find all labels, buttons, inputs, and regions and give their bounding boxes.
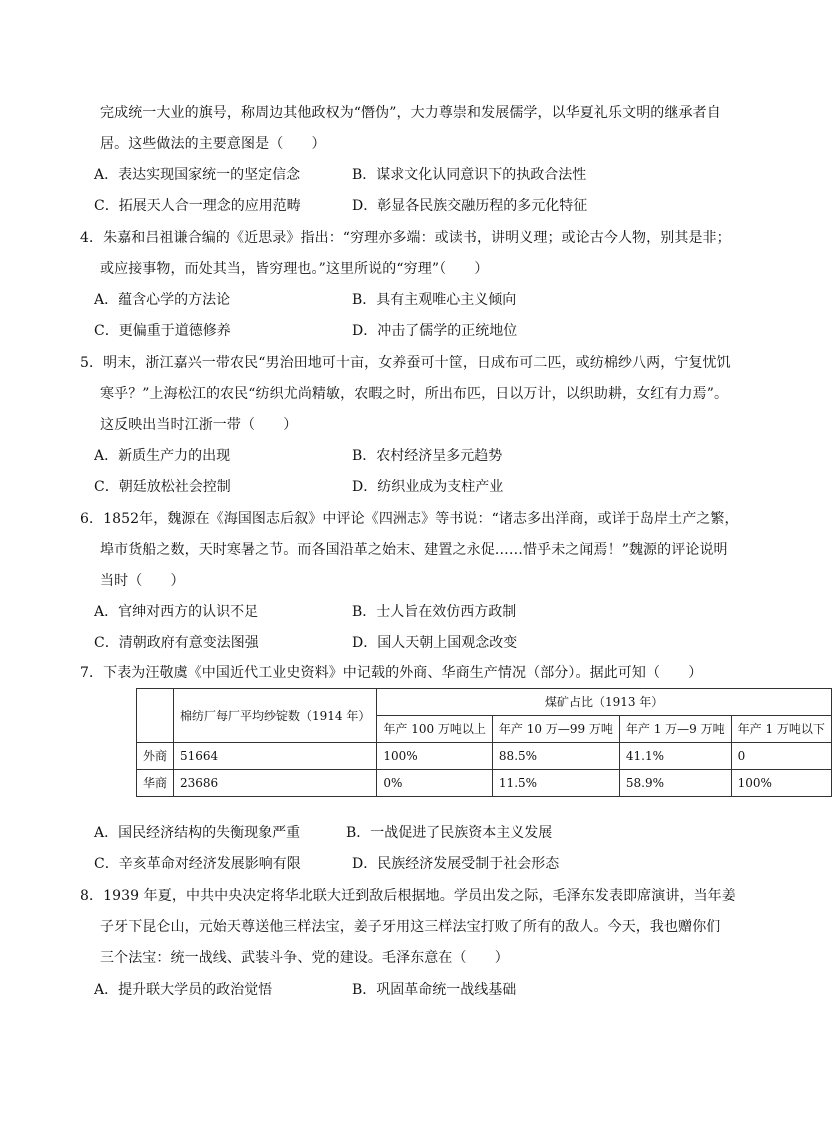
q8-stem-line2: 子牙下昆仑山，元始天尊送他三样法宝，姜子牙用这三样法宝打败了所有的敌人。今天，我也赠你们 — [100, 919, 721, 935]
q5-option-b[interactable]: B．农村经济呈多元趋势 — [352, 448, 503, 464]
q7-option-b[interactable]: B．一战促进了民族资本主义发展 — [346, 825, 553, 841]
q5-stem-line1: 5．明末，浙江嘉兴一带农民“男治田地可十亩，女养蚕可十筐，日成布可二匹，或纺棉纱八两，宁复忧饥 — [80, 355, 731, 371]
table-header-spindles: 棉纺厂每厂平均纱锭数（1914 年） — [174, 689, 377, 743]
q6-option-b[interactable]: B．士人旨在效仿西方政制 — [352, 604, 517, 620]
table-subheader-2: 年产 10 万—99 万吨 — [492, 716, 619, 743]
table-header-coal-share: 煤矿占比（1913 年） — [377, 689, 832, 716]
table-row — [137, 770, 832, 797]
table-subheader-1: 年产 100 万吨以上 — [377, 716, 493, 743]
q3-option-d[interactable]: D．彰显各民族交融历程的多元化特征 — [352, 198, 588, 214]
q3-option-a[interactable]: A．表达实现国家统一的坚定信念 — [94, 167, 301, 183]
q3-stem-line1: 完成统一大业的旗号，称周边其他政权为“僭伪”，大力尊崇和发展儒学，以华夏礼乐文明的继承者自 — [100, 105, 721, 121]
q4-stem-line2: 或应接事物，而处其当，皆穷理也。”这里所说的“穷理”（ ） — [100, 261, 489, 277]
q4-option-d[interactable]: D．冲击了儒学的正统地位 — [352, 323, 518, 339]
q4-option-b[interactable]: B．具有主观唯心主义倾向 — [352, 292, 517, 308]
row-share-2: 11.5% — [492, 770, 619, 797]
row-share-4: 100% — [731, 770, 831, 797]
q5-option-a[interactable]: A．新质生产力的出现 — [94, 448, 231, 464]
q5-option-d[interactable]: D．纺织业成为支柱产业 — [352, 479, 504, 495]
q6-option-c[interactable]: C．清朝政府有意变法图强 — [94, 635, 259, 651]
q7-option-d[interactable]: D．民族经济发展受制于社会形态 — [352, 856, 560, 872]
q5-stem-line3: 这反映出当时江浙一带（ ） — [100, 417, 298, 433]
q8-stem-line1: 8．1939 年夏，中共中央决定将华北联大迁到敌后根据地。学员出发之际，毛泽东发表即席演讲，当年姜 — [80, 888, 736, 904]
q6-option-a[interactable]: A．官绅对西方的认识不足 — [94, 604, 259, 620]
row-label: 华商 — [137, 770, 174, 797]
q4-option-c[interactable]: C．更偏重于道德修养 — [94, 323, 231, 339]
q7-data-table — [136, 688, 832, 797]
q3-stem-line2: 居。这些做法的主要意图是（ ） — [100, 136, 326, 152]
row-share-1: 100% — [377, 743, 493, 770]
row-share-3: 41.1% — [619, 743, 731, 770]
q7-stem-line1: 7．下表为汪敬虞《中国近代工业史资料》中记载的外商、华商生产情况（部分）。据此可知（ ） — [80, 665, 703, 681]
q7-option-a[interactable]: A．国民经济结构的失衡现象严重 — [94, 825, 301, 841]
row-spindles: 51664 — [174, 743, 377, 770]
q8-option-b[interactable]: B．巩固革命统一战线基础 — [352, 982, 517, 998]
q8-option-a[interactable]: A．提升联大学员的政治觉悟 — [94, 982, 273, 998]
q7-option-c[interactable]: C．辛亥革命对经济发展影响有限 — [94, 856, 301, 872]
q3-option-c[interactable]: C．拓展天人合一理念的应用范畴 — [94, 198, 301, 214]
row-label: 外商 — [137, 743, 174, 770]
row-share-1: 0% — [377, 770, 493, 797]
q6-stem-line2: 埠市货船之数，天时寒暑之节。而各国沿革之始末、建置之永促……惜乎未之闻焉！”魏源的评论说明 — [100, 542, 728, 558]
row-share-3: 58.9% — [619, 770, 731, 797]
table-subheader-3: 年产 1 万—9 万吨 — [619, 716, 731, 743]
table-corner-cell — [137, 689, 174, 743]
row-share-2: 88.5% — [492, 743, 619, 770]
row-spindles: 23686 — [174, 770, 377, 797]
q3-option-b[interactable]: B．谋求文化认同意识下的执政合法性 — [352, 167, 587, 183]
q4-stem-line1: 4．朱嘉和吕祖谦合编的《近思录》指出：“穷理亦多端：或读书，讲明义理；或论古今人物，别其是非； — [80, 230, 731, 246]
q6-stem-line3: 当时（ ） — [100, 573, 185, 589]
q5-option-c[interactable]: C．朝廷放松社会控制 — [94, 479, 231, 495]
row-share-4: 0 — [731, 743, 831, 770]
q6-stem-line1: 6．1852年，魏源在《海国图志后叙》中评论《四洲志》等书说：“诸志多出洋商，或详于岛岸土产之繁， — [80, 511, 739, 527]
table-row — [137, 743, 832, 770]
table-subheader-4: 年产 1 万吨以下 — [731, 716, 831, 743]
q5-stem-line2: 寒乎？”上海松江的农民“纺织尤尚精敏，农暇之时，所出布匹，日以万计，以织助耕，女红有力焉”。 — [100, 386, 729, 402]
q6-option-d[interactable]: D．国人天朝上国观念改变 — [352, 635, 518, 651]
q8-stem-line3: 三个法宝：统一战线、武装斗争、党的建设。毛泽东意在（ ） — [100, 950, 509, 966]
q4-option-a[interactable]: A．蕴含心学的方法论 — [94, 292, 231, 308]
